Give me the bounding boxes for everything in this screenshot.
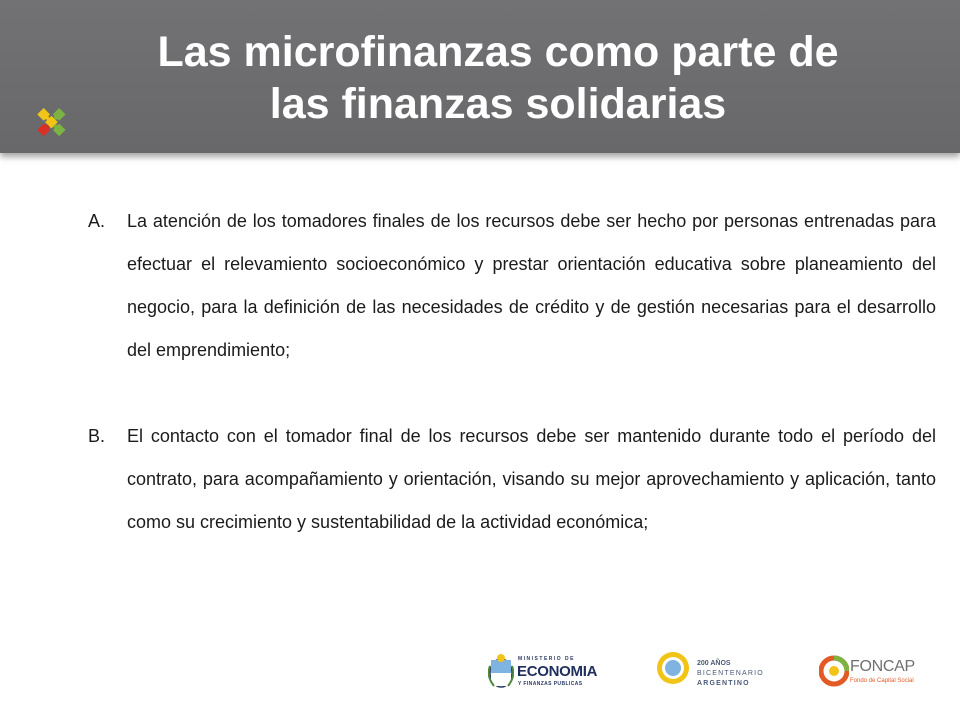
list-item bbox=[88, 200, 936, 372]
bicentenario-line-3: ARGENTINO bbox=[697, 680, 750, 687]
foncap-name: FONCAP bbox=[850, 658, 915, 675]
slide-title bbox=[0, 26, 960, 130]
list-item-text: El contacto con el tomador final de los recursos debe ser mantenido durante todo el período del contrato, para acompañamiento y orientación, visando su mejor aprovechamiento y aplicación, tanto como su crecimiento y sustentabilidad de la actividad económica; bbox=[127, 426, 936, 532]
bicentenario-logo bbox=[655, 648, 775, 698]
footer-logos bbox=[0, 648, 960, 708]
puzzle-icon bbox=[30, 96, 70, 144]
list-marker: A. bbox=[88, 211, 106, 231]
list-item bbox=[88, 415, 936, 544]
argentina-shield-icon bbox=[488, 652, 514, 692]
foncap-mark-icon bbox=[819, 654, 849, 688]
foncap-logo bbox=[819, 654, 939, 694]
economia-main-text: ECONOMIA bbox=[517, 663, 598, 680]
economia-top-text: MINISTERIO DE bbox=[518, 656, 576, 662]
ministerio-economia-logo bbox=[488, 652, 598, 694]
slide-body bbox=[88, 200, 936, 587]
title-bar bbox=[0, 0, 960, 153]
slide-title-line-2: las finanzas solidarias bbox=[269, 80, 727, 128]
economia-bottom-text: Y FINANZAS PUBLICAS bbox=[518, 681, 583, 687]
bicentenario-line-1: 200 AÑOS bbox=[697, 660, 731, 667]
list-item-text: La atención de los tomadores finales de los recursos debe ser hecho por personas entrenadas para efectuar el relevamiento socioeconómico y prestar orientación educativa sobre planeamiento del negocio, para la definición de las necesidades de crédito y de gestión necesarias para el desarrollo del emprendimiento; bbox=[127, 211, 936, 360]
sun-icon bbox=[655, 650, 691, 686]
foncap-subtitle: Fondo de Capital Social bbox=[850, 678, 914, 684]
list-marker: B. bbox=[88, 426, 106, 446]
bicentenario-line-2: BICENTENARIO bbox=[697, 670, 764, 677]
slide-title-line-1: Las microfinanzas como parte de bbox=[157, 28, 839, 76]
